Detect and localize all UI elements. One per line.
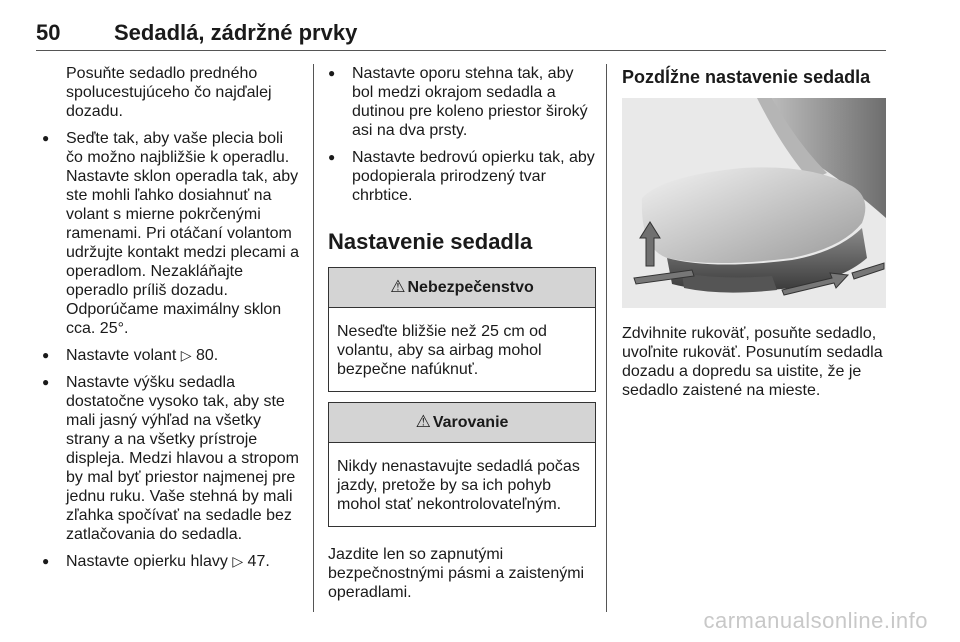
intro-paragraph: Posuňte sedadlo predného spolucestujúceho čo najďalej dozadu. — [66, 65, 272, 120]
page-title: Sedadlá, zádržné prvky — [114, 20, 358, 45]
list-item: ● Seďte tak, aby vaše plecia boli čo možno najbližšie k operadlu. Nastavte sklon operadla tak, aby ste mohli ľahko dosiahnuť na volant s mierne pokrčenými ramenami. Pri otáčaní volantom udržujte kontakt medzi plecami a operadlom. Nezakláňajte operadlo príliš dozadu. Odporúčame maximálny sklon cca. 25°. — [42, 129, 304, 338]
list-item-text: Nastavte opierku hlavy — [66, 553, 228, 570]
column-divider-2 — [606, 64, 607, 612]
page-number: 50 — [36, 20, 61, 45]
instruction-paragraph: Zdvihnite rukoväť, posuňte sedadlo, uvoľnite rukoväť. Posunutím sedadla dozadu a dopredu sa uistite, že je sedadlo zaistené na mieste. — [622, 325, 883, 399]
caution-header — [329, 403, 595, 443]
seat-illustration-svg — [622, 98, 886, 308]
bullet-list-middle — [328, 64, 596, 205]
bullet-list-left — [42, 129, 304, 571]
list-item — [42, 346, 304, 365]
closing-paragraph: Jazdite len so zapnutými bezpečnostnými pásmi a zaistenými operadlami. — [328, 546, 585, 601]
list-item: ● Nastavte oporu stehna tak, aby bol medzi okrajom sedadla a dutinou pre koleno priestor široký asi na dva prsty. — [328, 64, 596, 140]
column-middle — [328, 64, 596, 602]
column-divider-1 — [313, 64, 314, 612]
danger-text: Neseďte bližšie než 25 cm od volantu, aby sa airbag mohol bezpečne nafúknuť. — [337, 323, 547, 378]
header-rule — [36, 50, 886, 51]
column-right — [622, 64, 888, 400]
list-item — [42, 552, 304, 571]
column-left — [42, 64, 304, 579]
caution-box — [328, 402, 596, 527]
sub-heading: Pozdĺžne nastavenie sedadla — [622, 67, 871, 87]
danger-title: Nebezpečenstvo — [407, 279, 534, 296]
reference-arrow-icon: ▷ — [232, 553, 244, 569]
warning-triangle-icon: ⚠ — [415, 412, 431, 431]
page-reference-link[interactable]: 80. — [195, 347, 219, 364]
reference-arrow-icon: ▷ — [180, 347, 192, 363]
caution-text: Nikdy nenastavujte sedadlá počas jazdy, pretože by sa ich pohyb mohol stať nekontrolovateľným. — [337, 458, 580, 513]
list-item: ● Nastavte výšku sedadla dostatočne vysoko tak, aby ste mali jasný výhľad na všetky strany a na všetky prístroje displeja. Medzi hlavou a stropom by mal byť priestor najmenej pre jednu ruku. Vaše stehná by mali zľahka spočívať na sedadle bez zatlačovania do sedadla. — [42, 373, 304, 544]
caution-title: Varovanie — [432, 414, 509, 431]
list-item: ● Nastavte bedrovú opierku tak, aby podopierala prirodzený tvar chrbtice. — [328, 148, 596, 205]
seat-adjustment-illustration — [622, 98, 886, 308]
warning-triangle-icon: ⚠ — [390, 277, 406, 296]
section-heading: Nastavenie sedadla — [328, 229, 533, 254]
watermark: carmanualsonline.info — [703, 608, 928, 633]
page-reference-link[interactable]: 47. — [247, 553, 270, 570]
danger-box — [328, 267, 596, 392]
danger-header — [329, 268, 595, 308]
list-item-text: Nastavte volant — [66, 347, 177, 364]
